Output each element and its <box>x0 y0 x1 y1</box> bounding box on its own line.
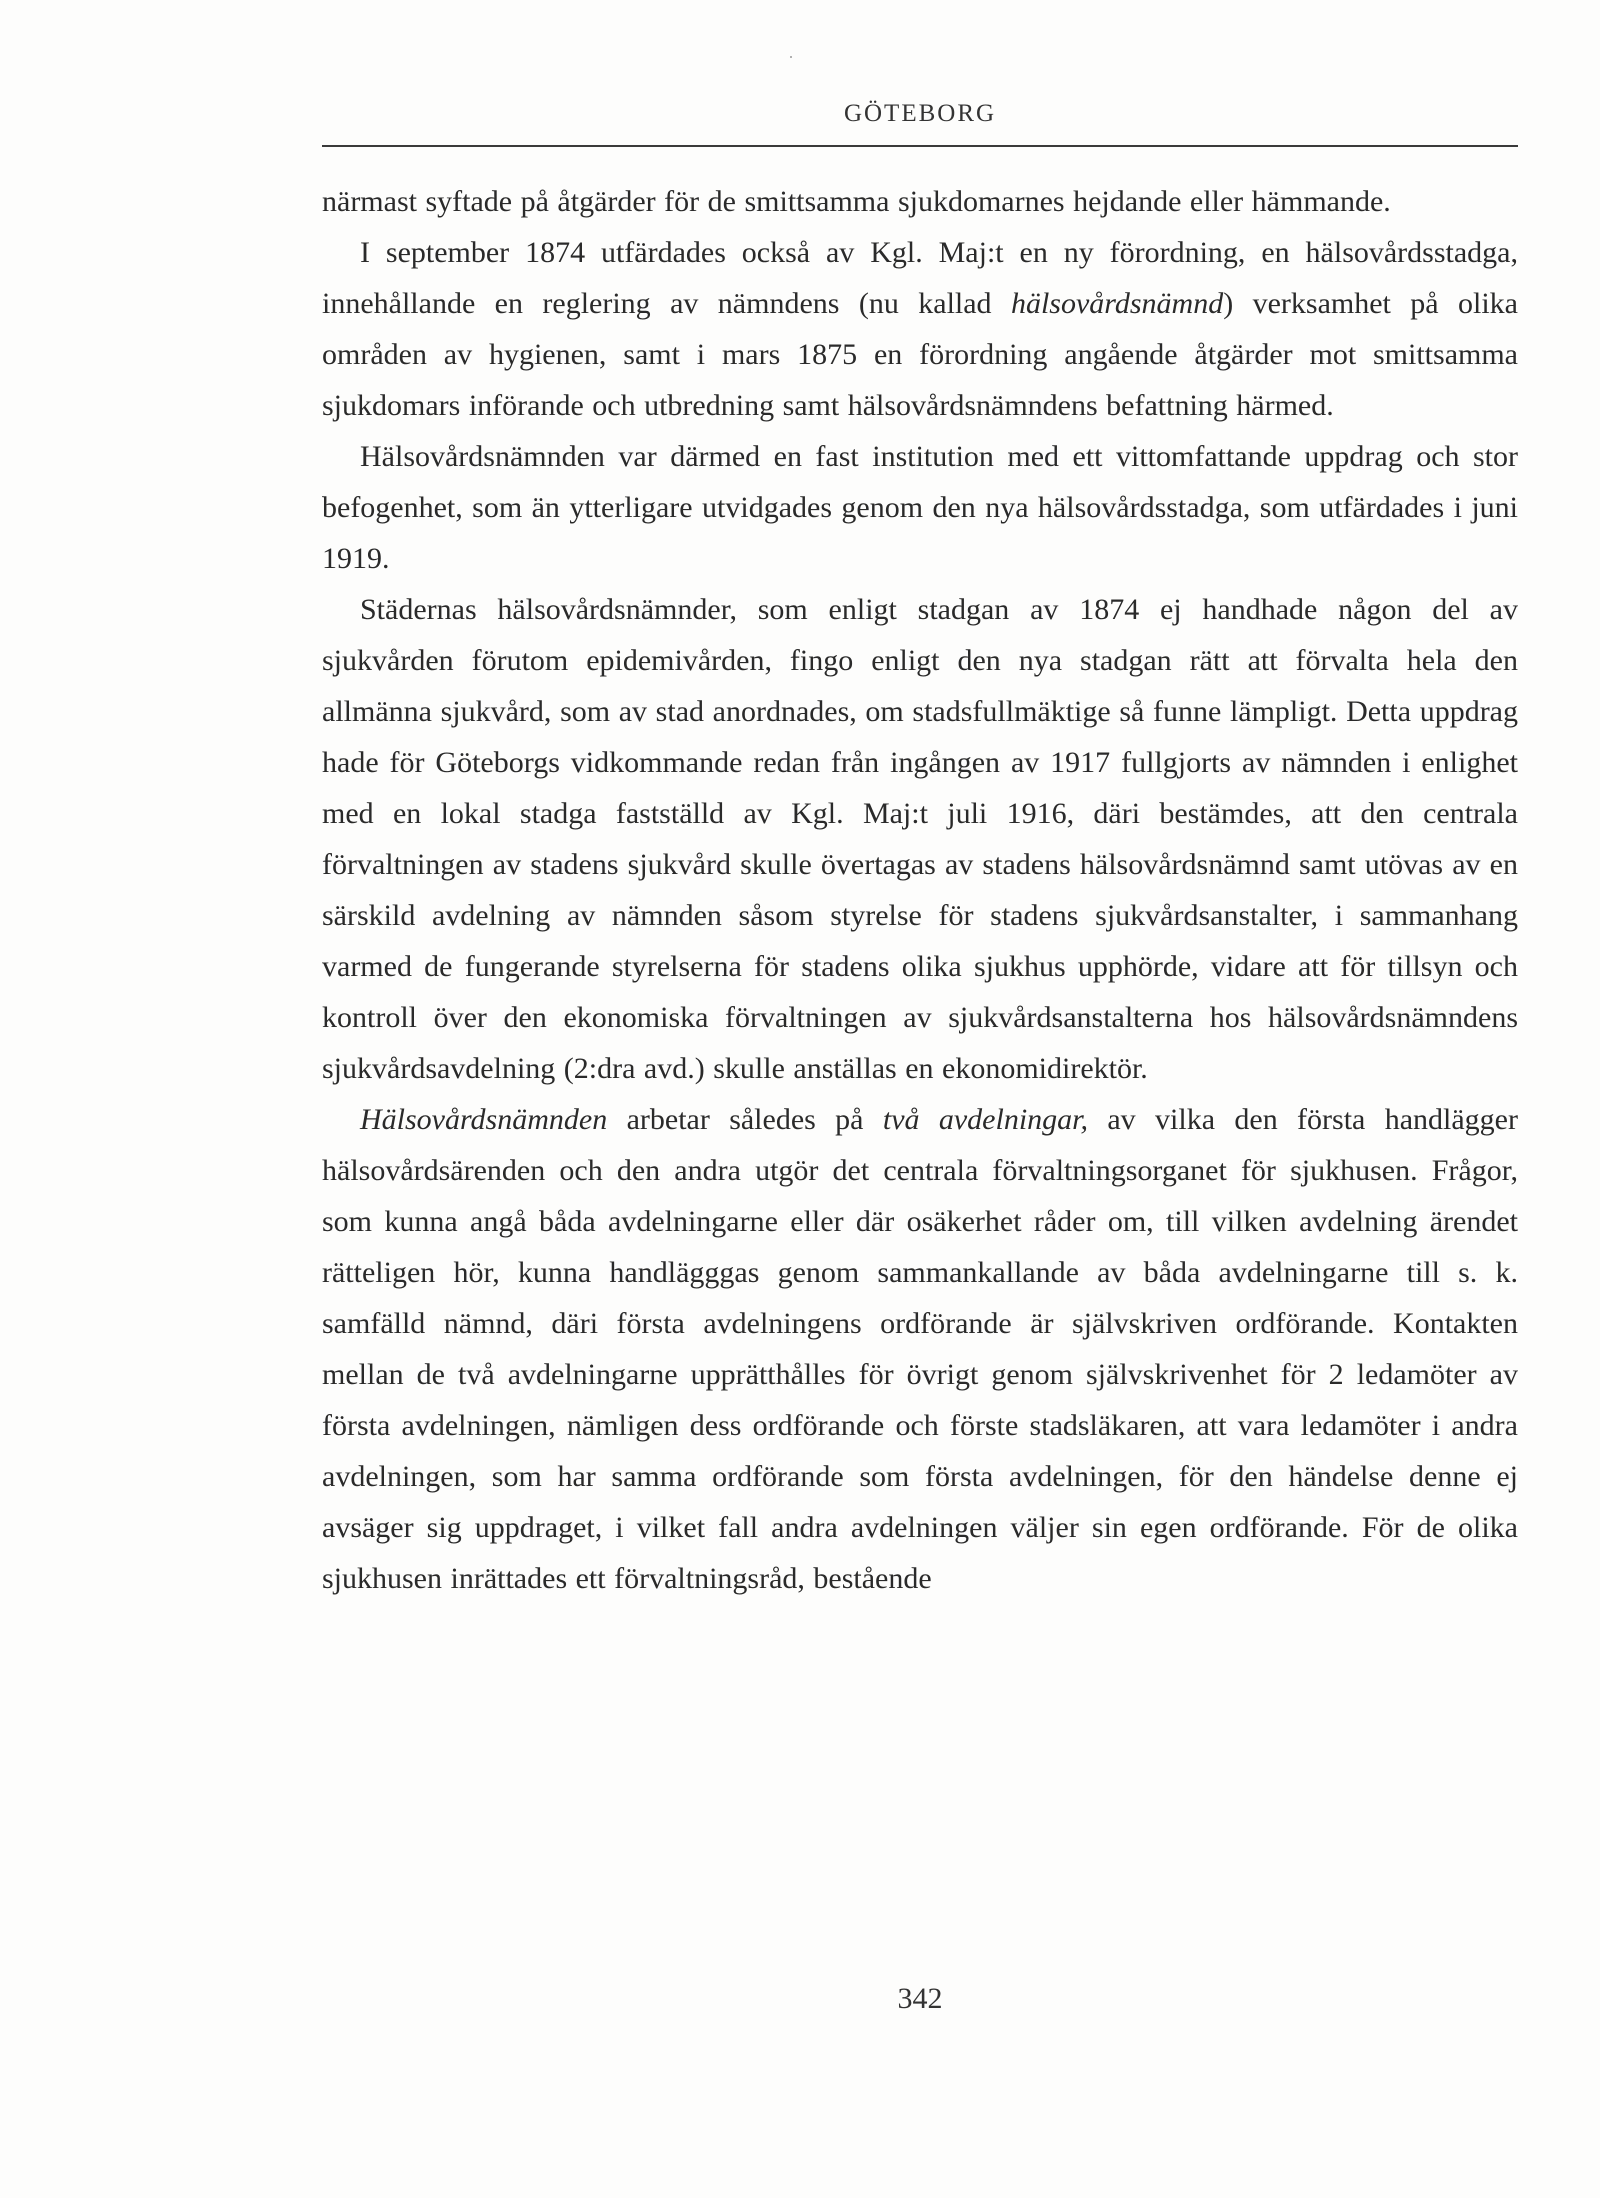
running-header: GÖTEBORG <box>843 100 997 127</box>
paragraph-2 <box>322 227 1518 431</box>
paragraph-5-italic-term: två avdelningar, <box>882 1103 1089 1136</box>
paragraph-3 <box>322 431 1518 584</box>
page-number: 342 <box>897 1982 943 2015</box>
paragraph-5 <box>322 1094 1518 1604</box>
paragraph-4-text: Städernas hälsovårdsnämnder, som enligt stadgan av 1874 ej handhade någon del av sjukvården förutom epidemivården, fingo enligt den nya stadgan rätt att förvalta hela den allmänna sjukvård, som av stad anordnades, om stadsfullmäktige så funne lämpligt. Detta uppdrag hade för Göteborgs vidkommande redan från ingången av 1917 fullgjorts av nämnden i enlighet med en lokal stadga fastställd av Kgl. Maj:t juli 1916, däri bestämdes, att den centrala förvaltningen av stadens sjukvård skulle övertagas av stadens hälsovårdsnämnd samt utövas av en särskild avdelning av nämnden såsom styrelse för stadens sjukvårdsanstalter, i sammanhang varmed de fungerande styrelserna för stadens olika sjukhus upphörde, vidare att för tillsyn och kontroll över den ekonomiska förvaltningen av sjukvårdsanstalterna hos hälsovårdsnämndens sjukvårdsavdelning (2:dra avd.) skulle anställas en ekonomidirektör. <box>322 593 1518 1085</box>
paragraph-2-text: I september 1874 utfärdades också av Kgl. Maj:t en ny förordning, en hälsovårdsstadga, innehållande en reglering av nämndens (nu kallad <box>322 236 1518 320</box>
paragraph-5-italic-subject: Hälsovårdsnämnden <box>360 1103 608 1136</box>
print-speck <box>790 56 792 58</box>
body-text <box>322 176 1518 1604</box>
paragraph-5-text: av vilka den första handlägger hälsovårdsärenden och den andra utgör det centrala förvaltningsorganet för sjukhusen. Frågor, som kunna angå båda avdelningarne eller där osäkerhet råder om, till vilken avdelning ärendet rätteligen hör, kunna handlägggas genom sammankallande av båda avdelningarne till s. k. samfälld nämnd, däri första avdelningens ordförande är självskriven ordförande. Kontakten mellan de två avdelningarne upprätthålles för övrigt genom självskrivenhet för 2 ledamöter av första avdelningen, nämligen dess ordförande och förste stadsläkaren, att vara ledamöter i andra avdelningen, som har samma ordförande som första avdelningen, för den händelse denne ej avsäger sig uppdraget, i vilket fall andra avdelningen väljer sin egen ordförande. För de olika sjukhusen inrättades ett förvaltningsråd, bestående <box>322 1103 1518 1595</box>
paragraph-4 <box>322 584 1518 1094</box>
paragraph-3-text: Hälsovårdsnämnden var därmed en fast institution med ett vittomfattande uppdrag och stor befogenhet, som än ytterligare utvidgades genom den nya hälsovårdsstadga, som utfärdades i juni 1919. <box>322 440 1518 575</box>
paragraph-1 <box>322 176 1518 227</box>
header-rule <box>322 145 1518 147</box>
paragraph-2-italic-term: hälsovårdsnämnd <box>1010 287 1224 320</box>
paragraph-5-text-mid: arbetar således på <box>607 1103 883 1136</box>
paragraph-2-text-after: ) verksamhet på olika områden av hygienen, samt i mars 1875 en förordning angående åtgärder mot smittsamma sjukdomars införande och utbredning samt hälsovårdsnämndens befattning härmed. <box>322 287 1518 422</box>
paragraph-1-text: närmast syftade på åtgärder för de smittsamma sjukdomarnes hejdande eller hämmande. <box>322 185 1391 218</box>
